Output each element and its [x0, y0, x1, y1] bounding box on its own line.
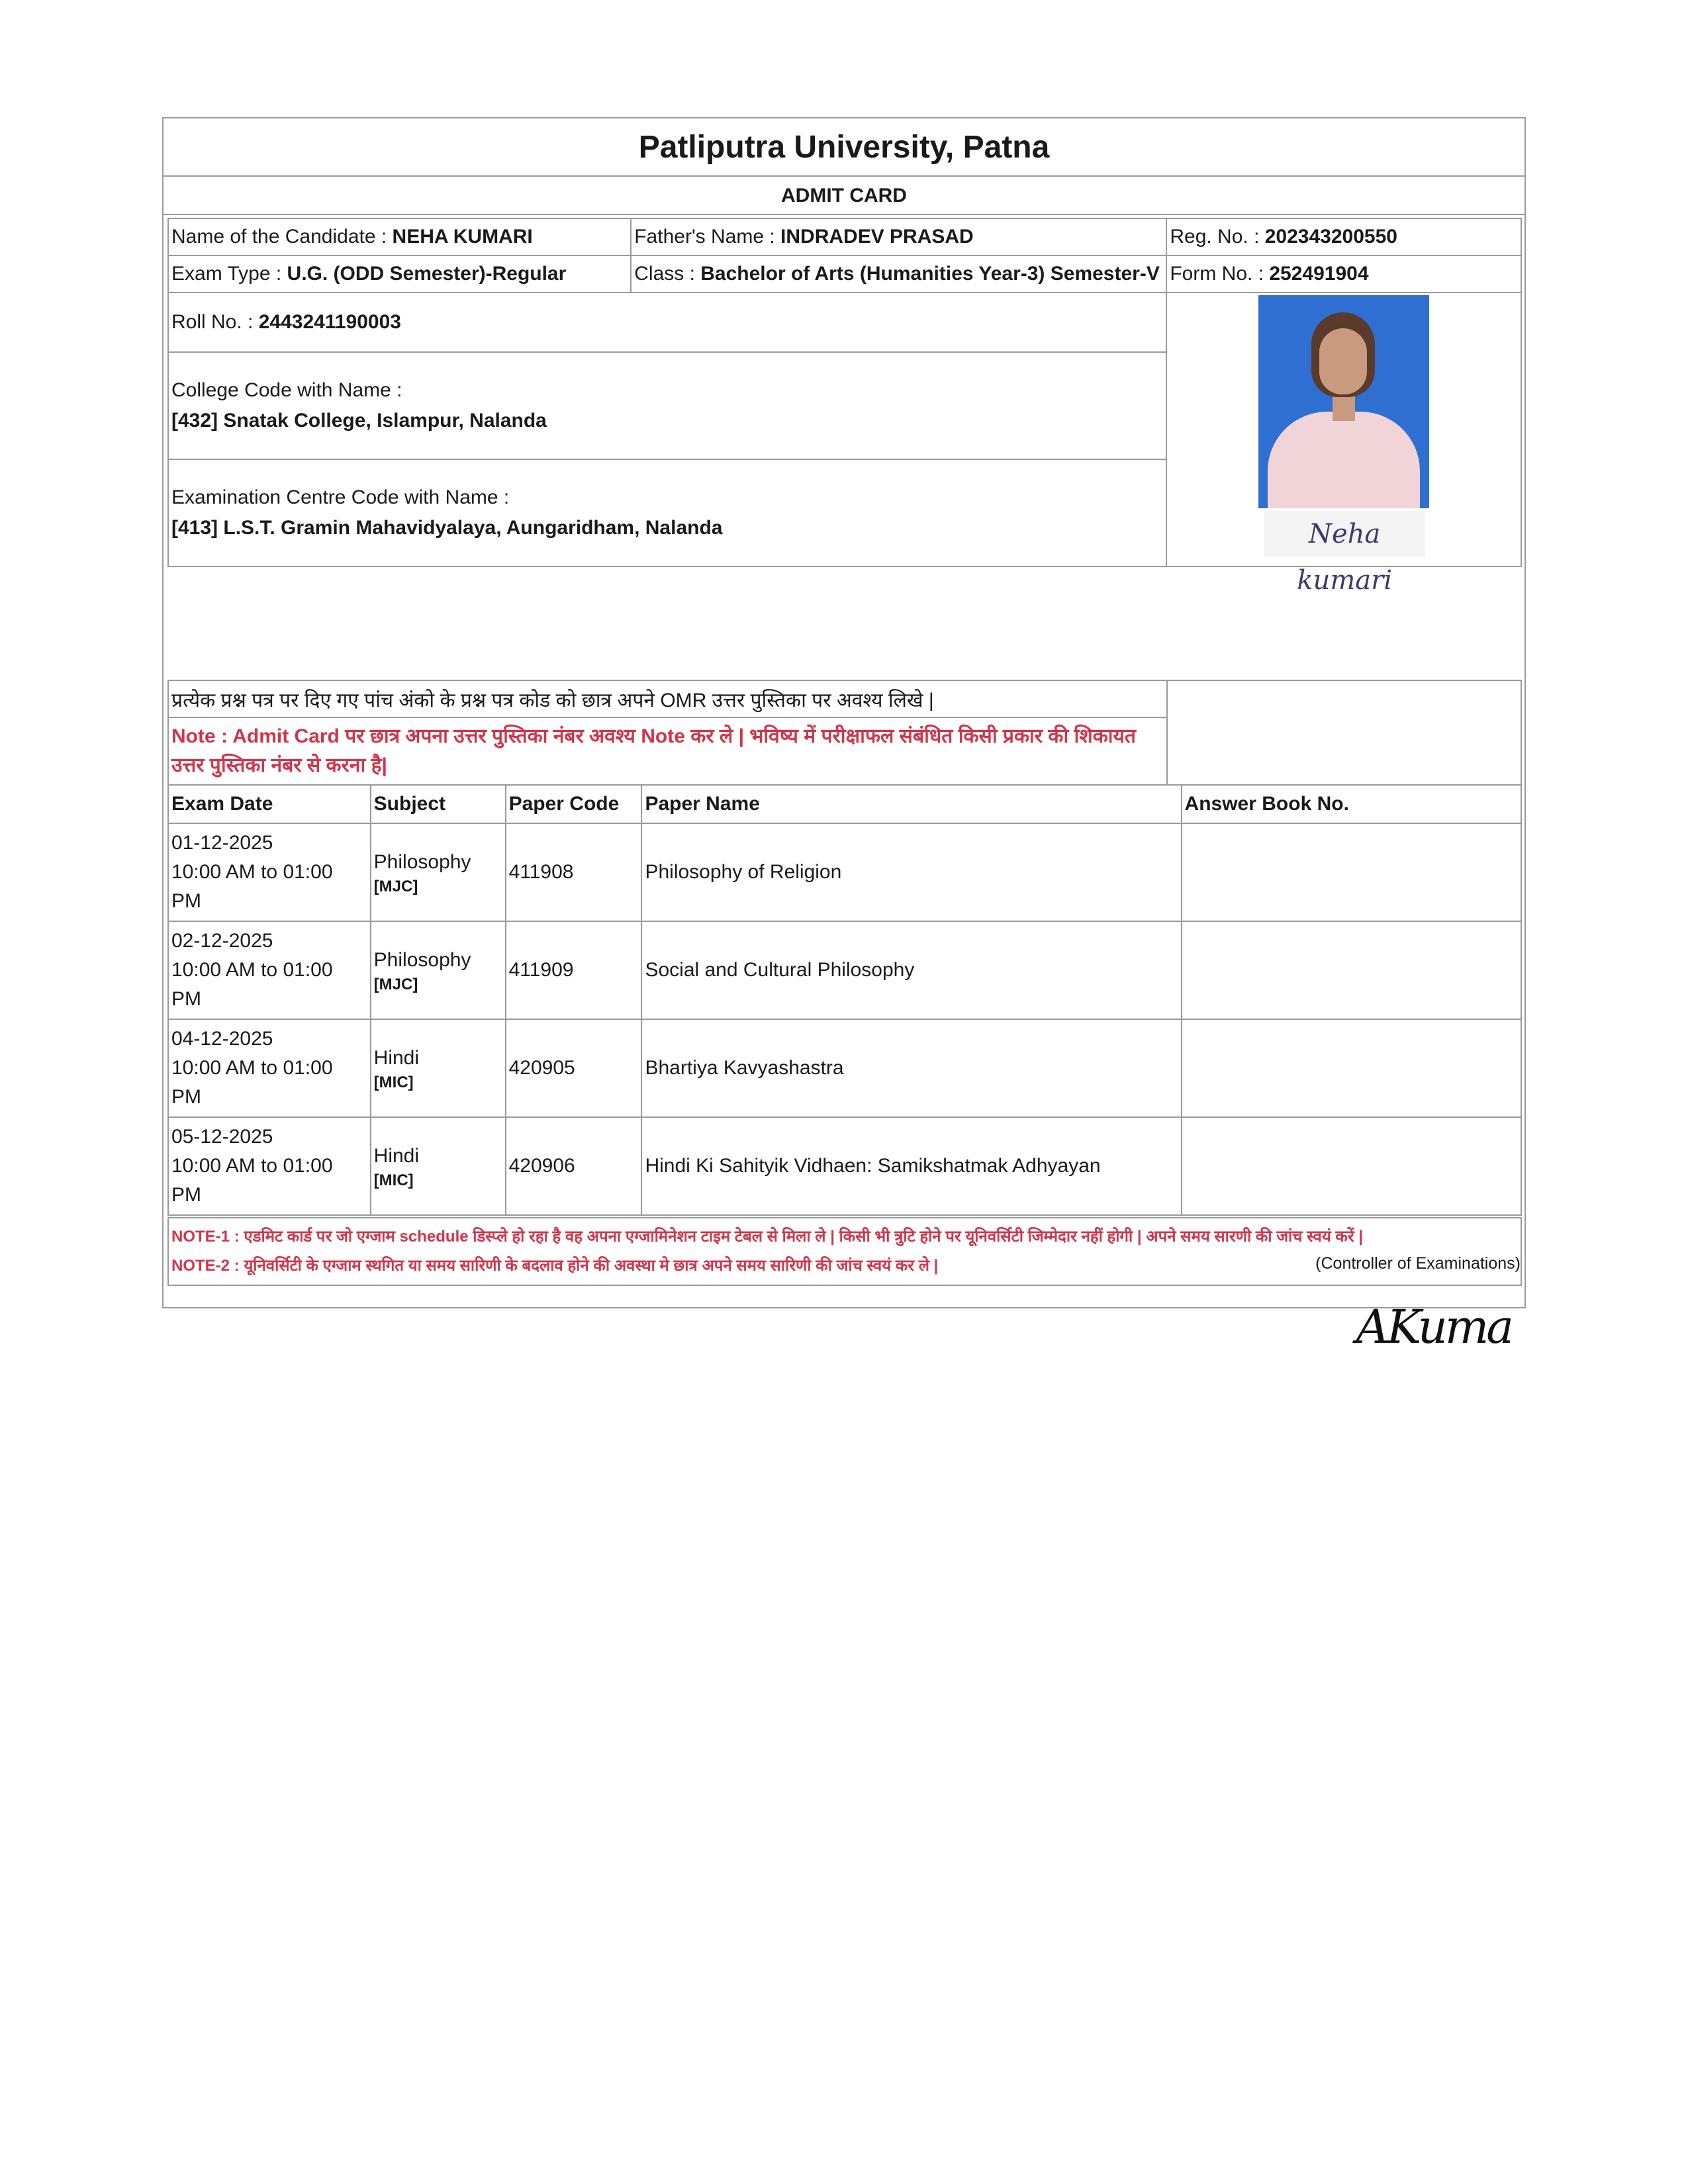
- roll-no: 2443241190003: [258, 311, 401, 333]
- father-name-cell: [631, 218, 1166, 255]
- subject-tag: [MJC]: [373, 976, 418, 993]
- header-paper-name: Paper Name: [641, 785, 1181, 823]
- paper-code: 411909: [506, 921, 642, 1019]
- centre-cell: [168, 459, 1166, 567]
- subject-cell: [371, 823, 506, 921]
- class-label: Class :: [634, 263, 701, 285]
- roll-no-label: Roll No. :: [171, 311, 259, 333]
- college-cell: [168, 352, 1166, 459]
- notes-cell: [168, 1218, 1521, 1285]
- college-name: [432] Snatak College, Islampur, Nalanda: [171, 410, 547, 432]
- subject: Philosophy: [373, 949, 471, 971]
- subject-tag: [MIC]: [373, 1171, 414, 1189]
- answer-book-no: [1182, 1117, 1521, 1215]
- controller-signature: AKuma: [1356, 1300, 1511, 1354]
- class-name: Bachelor of Arts (Humanities Year-3) Semester-V: [700, 263, 1160, 285]
- exam-time: 10:00 AM to 01:00 PM: [171, 1057, 333, 1108]
- table-row: [168, 823, 1521, 921]
- paper-code: 420905: [506, 1019, 642, 1117]
- paper-name: Bhartiya Kavyashastra: [641, 1019, 1181, 1117]
- header-paper-code: Paper Code: [506, 785, 642, 823]
- subject: Hindi: [373, 1047, 420, 1069]
- subject-cell: [371, 921, 506, 1019]
- exam-header-row: [168, 785, 1521, 823]
- exam-date-cell: [168, 1019, 371, 1117]
- answer-book-no: [1182, 921, 1521, 1019]
- father-name-label: Father's Name :: [634, 226, 781, 248]
- exam-type-label: Exam Type :: [171, 263, 287, 285]
- notes-table: [167, 1217, 1522, 1286]
- photo-signature: Neha kumari: [1264, 511, 1425, 557]
- admit-card: [162, 117, 1526, 1354]
- instruction-line: प्रत्येक प्रश्न पत्र पर दिए गए पांच अंको के प्रश्न पत्र कोड को छात्र अपने OMR उत्तर पुस्तिका पर अवश्य लिखे |: [168, 680, 1167, 717]
- centre-name: [413] L.S.T. Gramin Mahavidyalaya, Aungaridham, Nalanda: [171, 517, 723, 539]
- father-name: INDRADEV PRASAD: [780, 226, 974, 248]
- admit-card-title: ADMIT CARD: [164, 177, 1524, 215]
- photo-cell: [1166, 293, 1521, 596]
- table-row: [168, 1117, 1521, 1215]
- candidate-name: NEHA KUMARI: [392, 226, 533, 248]
- paper-code: 420906: [506, 1117, 642, 1215]
- subject: Hindi: [373, 1145, 420, 1167]
- exam-type-cell: [168, 255, 631, 293]
- subject-tag: [MJC]: [373, 878, 418, 895]
- header-exam-date: Exam Date: [168, 785, 371, 823]
- answer-book-no: [1182, 823, 1521, 921]
- answer-book-no: [1182, 1019, 1521, 1117]
- candidate-info-table: [167, 218, 1522, 596]
- exam-date: 02-12-2025: [171, 930, 273, 952]
- subject-cell: [371, 1117, 506, 1215]
- reg-no-cell: [1166, 218, 1521, 255]
- centre-label: Examination Centre Code with Name :: [171, 486, 510, 508]
- header-answer-book: Answer Book No.: [1182, 785, 1521, 823]
- instruction-note: Note : Admit Card पर छात्र अपना उत्तर पुस्तिका नंबर अवश्य Note कर ले | भविष्य में परीक्षाफल संबंधित किसी प्रकार की शिकायत उत्तर पुस्तिका नंबर से करना है|: [168, 717, 1167, 785]
- candidate-name-label: Name of the Candidate :: [171, 226, 393, 248]
- table-row: [168, 1019, 1521, 1117]
- exam-date: 05-12-2025: [171, 1126, 273, 1148]
- exam-type: U.G. (ODD Semester)-Regular: [287, 263, 567, 285]
- college-label: College Code with Name :: [171, 379, 402, 401]
- photo-face-shape: [1319, 328, 1367, 394]
- exam-date: 01-12-2025: [171, 832, 273, 854]
- form-no: 252491904: [1269, 263, 1369, 285]
- controller-label: (Controller of Examinations): [1315, 1254, 1521, 1273]
- subject-tag: [MIC]: [373, 1073, 414, 1091]
- exam-date-cell: [168, 1117, 371, 1215]
- form-no-label: Form No. :: [1170, 263, 1270, 285]
- candidate-photo: [1258, 295, 1429, 596]
- exam-date-cell: [168, 823, 371, 921]
- exam-schedule-table: [167, 784, 1522, 1216]
- exam-date: 04-12-2025: [171, 1028, 273, 1050]
- candidate-name-cell: [168, 218, 631, 255]
- university-title: Patliputra University, Patna: [164, 118, 1524, 177]
- form-no-cell: [1166, 255, 1521, 293]
- paper-name: Philosophy of Religion: [641, 823, 1181, 921]
- exam-time: 10:00 AM to 01:00 PM: [171, 861, 333, 912]
- exam-time: 10:00 AM to 01:00 PM: [171, 959, 333, 1010]
- subject: Philosophy: [373, 851, 471, 873]
- header-subject: Subject: [371, 785, 506, 823]
- exam-date-cell: [168, 921, 371, 1019]
- photo-body-shape: [1268, 412, 1420, 508]
- class-cell: [631, 255, 1166, 293]
- paper-name: Social and Cultural Philosophy: [641, 921, 1181, 1019]
- instructions-table: [167, 680, 1522, 786]
- exam-time: 10:00 AM to 01:00 PM: [171, 1155, 333, 1206]
- instruction-blank-cell: [1167, 680, 1521, 785]
- note-1: NOTE-1 : एडमिट कार्ड पर जो एग्जाम schedule डिस्प्ले हो रहा है वह अपना एग्जामिनेशन टाइम टेबल से मिला ले | किसी भी त्रुटि होने पर यूनिवर्सिटी जिम्मेदार नहीं होगी | अपने समय सारणी की जांच स्वयं करें |: [171, 1228, 1364, 1246]
- subject-cell: [371, 1019, 506, 1117]
- table-row: [168, 921, 1521, 1019]
- note-2: NOTE-2 : यूनिवर्सिटी के एग्जाम स्थगित या समय सारिणी के बदलाव होने की अवस्था मे छात्र अपने समय सारिणी की जांच स्वयं कर ले |: [171, 1257, 939, 1275]
- reg-no-label: Reg. No. :: [1170, 226, 1265, 248]
- paper-code: 411908: [506, 823, 642, 921]
- paper-name: Hindi Ki Sahityik Vidhaen: Samikshatmak Adhyayan: [641, 1117, 1181, 1215]
- reg-no: 202343200550: [1264, 226, 1397, 248]
- roll-no-cell: [168, 293, 1166, 352]
